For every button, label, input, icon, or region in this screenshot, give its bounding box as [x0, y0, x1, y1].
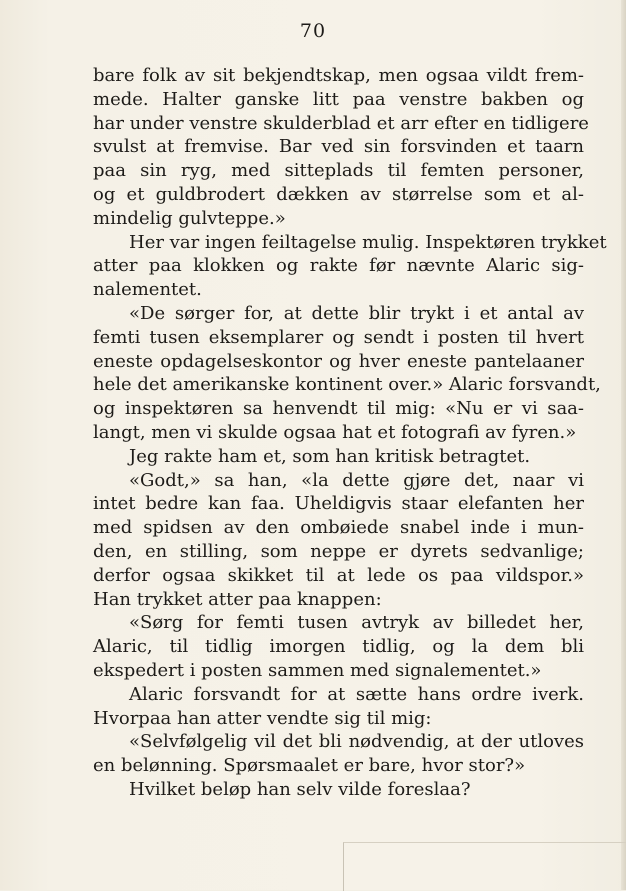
text-line: den, en stilling, som neppe er dyrets sedvanlige; — [93, 540, 584, 562]
text-line: og inspektøren sa henvendt til mig: «Nu er vi saa- — [93, 398, 584, 420]
text-line: Han trykket atter paa knappen: — [93, 588, 382, 610]
text-line: bare folk av sit bekjendtskap, men ogsaa vildt frem- — [93, 65, 584, 86]
text-line: atter paa klokken og rakte før nævnte Alaric sig- — [93, 255, 584, 277]
text-line: mindelig gulvteppe.» — [93, 207, 286, 229]
text-line: intet bedre kan faa. Uheldigvis staar elefanten her — [93, 493, 584, 515]
text-line: Hvorpaa han atter vendte sig til mig: — [93, 707, 432, 729]
text-line: Jeg rakte ham et, som han kritisk betragtet. — [129, 445, 531, 467]
text-line: femti tusen eksemplarer og sendt i posten til hvert — [93, 326, 584, 348]
text-line: langt, men vi skulde ogsaa hat et fotografi av fyren.» — [93, 421, 577, 443]
text-line: «Selvfølgelig vil det bli nødvendig, at der utloves — [129, 731, 584, 753]
page-edge — [621, 0, 626, 890]
text-line: nalementet. — [93, 279, 202, 301]
text-line: hele det amerikanske kontinent over.» Alaric forsvandt, — [93, 374, 601, 396]
text-line: svulst at fremvise. Bar ved sin forsvinden et taarn — [93, 136, 584, 158]
text-line: har under venstre skulderblad et arr efter en tidligere — [93, 112, 589, 134]
page-number: 70 — [299, 20, 327, 42]
text-line: Her var ingen feiltagelse mulig. Inspektøren trykket — [129, 231, 607, 253]
text-line: mede. Halter ganske litt paa venstre bakben og — [93, 88, 584, 110]
text-line: og et guldbrodert dækken av størrelse som et al- — [93, 183, 584, 205]
body-text — [93, 64, 607, 802]
text-line: derfor ogsaa skikket til at lede os paa vildspor.» — [93, 564, 584, 586]
text-line: eneste opdagelseskontor og hver eneste pantelaaner — [93, 350, 584, 372]
text-line: med spidsen av den ombøiede snabel inde i mun- — [93, 517, 584, 539]
text-line: «De sørger for, at dette blir trykt i et antal av — [129, 302, 584, 324]
text-line: ekspedert i posten sammen med signalementet.» — [93, 659, 542, 681]
text-line: Hvilket beløp han selv vilde foreslaa? — [129, 778, 471, 800]
text-line: «Sørg for femti tusen avtryk av billedet her, — [129, 612, 584, 634]
text-line: Alaric, til tidlig imorgen tidlig, og la dem bli — [93, 636, 584, 658]
text-line: en belønning. Spørsmaalet er bare, hvor stor?» — [93, 755, 526, 777]
scan-corner-mark — [343, 842, 626, 891]
text-line: Alaric forsvandt for at sætte hans ordre iverk. — [129, 683, 584, 705]
text-line: «Godt,» sa han, «la dette gjøre det, naar vi — [129, 469, 584, 491]
text-line: paa sin ryg, med sitteplads til femten personer, — [93, 160, 584, 182]
